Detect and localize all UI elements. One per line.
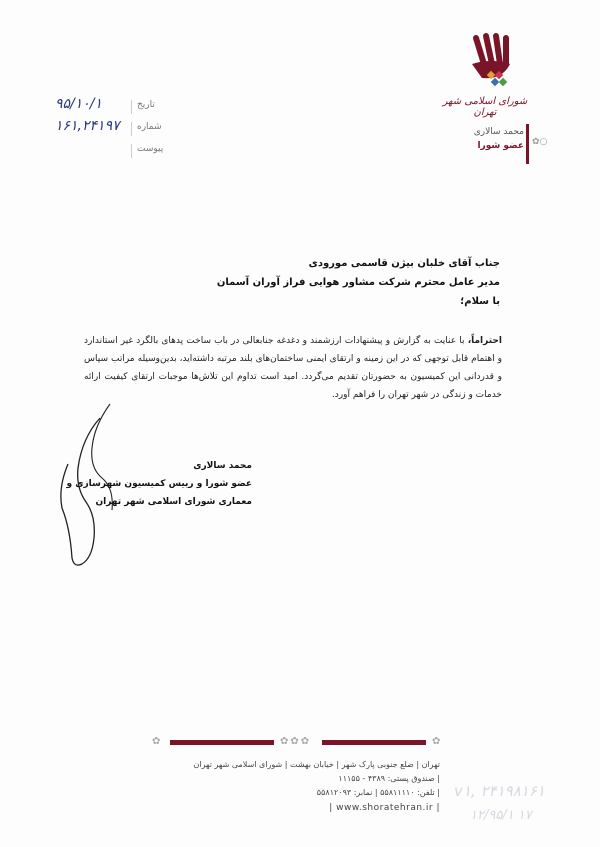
footer-phone: | تلفن: ۵۵۸۱۱۱۱۰ | نمابر: ۵۵۸۱۲۰۹۳ — [316, 788, 440, 797]
flower-ornament-icon: ✿ — [432, 736, 443, 747]
attachment-label: پیوست — [137, 144, 164, 154]
sender-name: محمد سالاری — [473, 127, 524, 137]
flower-ornament-icon: ✿✿✿ — [280, 736, 312, 747]
date-label: تاریخ — [137, 100, 155, 110]
flower-ornament-icon: ✿ — [152, 736, 163, 747]
footer-website[interactable]: | www.shoratehran.ir | — [329, 803, 440, 813]
number-value: ۱۶۱,۲۴۱۹۷ — [55, 118, 120, 134]
handwritten-signature — [52, 398, 122, 570]
sender-role: عضو شورا — [477, 141, 524, 151]
logo-caption: شورای اسلامی شهر تهران — [442, 96, 528, 118]
letter-body — [84, 332, 502, 404]
sender-divider — [526, 124, 529, 164]
recipient-title: مدیر عامل محترم شرکت مشاور هوایی فراز آوران آسمان — [216, 277, 500, 288]
recipient-block — [217, 254, 500, 311]
body-lead: احتراماً، — [467, 336, 502, 346]
sender-block — [474, 127, 524, 151]
signer-title-1: عضو شورا و رییس کمیسیون شهرسازی و — [66, 479, 252, 489]
greeting: با سلام؛ — [460, 296, 500, 307]
recipient-name: جناب آقای خلبان بیژن قاسمی مورودی — [308, 258, 500, 269]
signer-title-2: معماری شورای اسلامی شهر تهران — [95, 497, 252, 507]
body-text: با عنایت به گزارش و پیشنهادات ارزشمند و دغدغه جنابعالی در باب ساخت پدهای بالگرد غیر استاندارد و اهتمام قابل توجهی که در این زمینه و ارتقای ایمنی ساختمان‌های بلند مرتبه داشته‌اید، بدین‌وسیله مراتب سپاس و قدردانی این کمیسیون به حضورتان تقدیم می‌گردد. امید است تداوم این تلاش‌ها موجبات ارتقای کیفیت ارائه خدمات و زندگی در شهر تهران را فراهم آورد. — [84, 336, 502, 400]
flower-ornament-icon: ✿○ — [532, 137, 548, 147]
letter-page: شورای اسلامی شهر تهران محمد سالاری عضو شورا ✿○ ۹۵/۱۰/۱ تاریخ ۱۶۱,۲۴۱۹۷ شماره پیوست جناب آقای خلبان بیژن قاسمی مورودی مدیر عامل محترم شرکت مشاور هوایی فراز آوران آسمان با سلام؛ احتراماً، با عنایت به گزارش و پیشنهادات ارزشمند و دغدغه جنابعالی در باب ساخت پدهای بالگرد غیر استاندارد و اهتمام قابل توجهی که در این زمینه و ارتقای ایمنی ساختمان‌های بلند مرتبه داشته‌اید، بدین‌وسیله مراتب سپاس و قدردانی این کمیسیون به حضورتان تقدیم می‌گردد. امید است تداوم این تلاش‌ها موجبات ارتقای کیفیت ارائه خدمات و زندگی در شهر تهران را فراهم آورد. محمد سالاری عضو شورا و رییس کمیسیون شهرسازی و معماری شورای اسلامی شهر تهران ✿ ✿✿✿ ✿ v۱, ۲۴۱۹۸۱۶۱ ۱۲/۹۵/۱ ۱۷ تهران | ضلع جنوبی پارک شهر | خیابان بهشت | شورای اسلامی شهر تهران | صندوق پستی: ۴۳۸۹ - ۱۱۱۵۵ | تلفن: ۵۵۸۱۱۱۱۰ | نمابر: ۵۵۸۱۲۰۹۳ | www.shoratehran.ir | — [0, 0, 600, 847]
date-value: ۹۵/۱۰/۱ — [55, 96, 103, 112]
footer-postbox: | صندوق پستی: ۴۳۸۹ - ۱۱۱۵۵ — [338, 774, 440, 783]
signer-name: محمد سالاری — [193, 461, 252, 471]
number-label: شماره — [137, 122, 162, 132]
footer-bar-right — [322, 740, 426, 745]
footer-bar-left — [170, 740, 274, 745]
footer-address: تهران | ضلع جنوبی پارک شهر | خیابان بهشت | شورای اسلامی شهر تهران — [193, 760, 440, 769]
